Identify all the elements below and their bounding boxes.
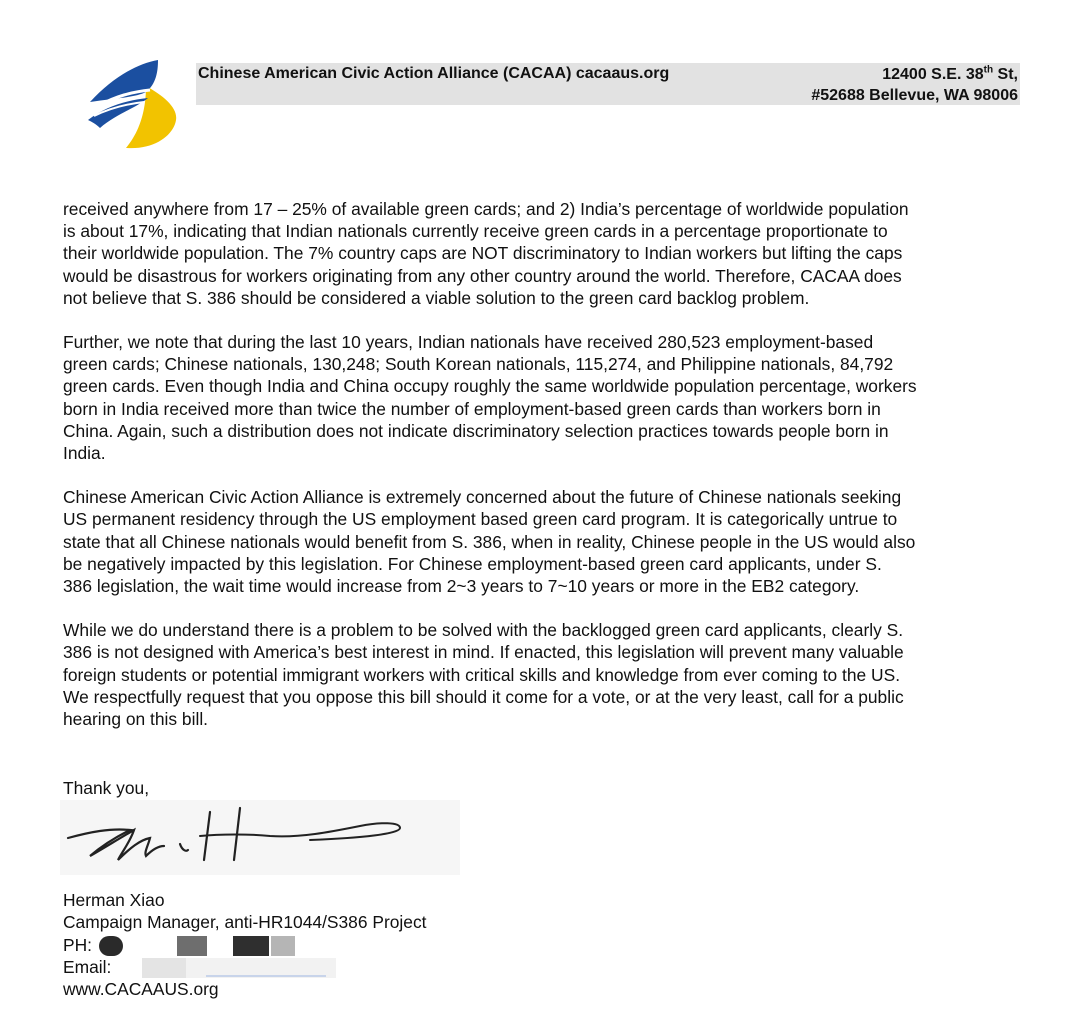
- organization-address: [811, 64, 1018, 106]
- email-label: Email:: [63, 957, 112, 977]
- cacaa-logo: [86, 58, 182, 150]
- phone-label: PH:: [63, 934, 92, 955]
- closing-salutation: Thank you,: [63, 778, 150, 798]
- signer-title: Campaign Manager, anti-HR1044/S386 Project: [63, 912, 427, 933]
- organization-name: Chinese American Civic Action Alliance (CACAA) cacaaus.org: [198, 65, 670, 82]
- signature-block: [63, 889, 426, 1001]
- address-line-2: #52688 Bellevue, WA 98006: [811, 87, 1018, 104]
- address-line-1: 12400 S.E. 38th St,: [882, 64, 1018, 83]
- website-link[interactable]: www.CACAAUS.org: [63, 979, 219, 1000]
- paragraph: Chinese American Civic Action Alliance is extremely concerned about the future of Chinese nationals seeking US permanent residency through the US employment based green card program. It is categorically untrue to state that all Chinese nationals would benefit from S. 386, when in reality, Chinese people in the US would also be negatively impacted by this legislation. For Chinese employment-based green card applicants, under S. 386 legislation, the wait time would increase from 2~3 years to 7~10 years or more in the EB2 category.: [63, 487, 916, 597]
- handwritten-signature: [60, 800, 460, 875]
- redacted-phone: [97, 936, 307, 956]
- paragraph: received anywhere from 17 – 25% of available green cards; and 2) India’s percentage of worldwide population is about 17%, indicating that Indian nationals currently receive green cards in a percentage proportionate to their worldwide population. The 7% country caps are NOT discriminatory to Indian workers but lifting the caps would be disastrous for workers originating from any other country around the world. Therefore, CACAA does not believe that S. 386 should be considered a viable solution to the green card backlog problem.: [63, 199, 909, 308]
- paragraph: Further, we note that during the last 10 years, Indian nationals have received 280,523 employment-based green cards; Chinese nationals, 130,248; South Korean nationals, 115,274, and Philippine nationals, 84,792 green cards. Even though India and China occupy roughly the same worldwide population percentage, workers born in India received more than twice the number of employment-based green cards than workers born in China. Again, such a distribution does not indicate discriminatory selection practices towards people born in India.: [63, 332, 917, 464]
- letter-body: [63, 198, 1023, 752]
- signer-name: Herman Xiao: [63, 890, 165, 910]
- email-line: [63, 956, 426, 978]
- paragraph: While we do understand there is a problem to be solved with the backlogged green card applicants, clearly S. 386 is not designed with America’s best interest in mind. If enacted, this legislation will prevent many valuable foreign students or potential immigrant workers with critical skills and knowledge from ever coming to the US. We respectfully request that you oppose this bill should it come for a vote, or at the very least, call for a public hearing on this bill.: [63, 620, 904, 730]
- phone-line: [63, 934, 426, 956]
- redacted-email: [116, 958, 346, 978]
